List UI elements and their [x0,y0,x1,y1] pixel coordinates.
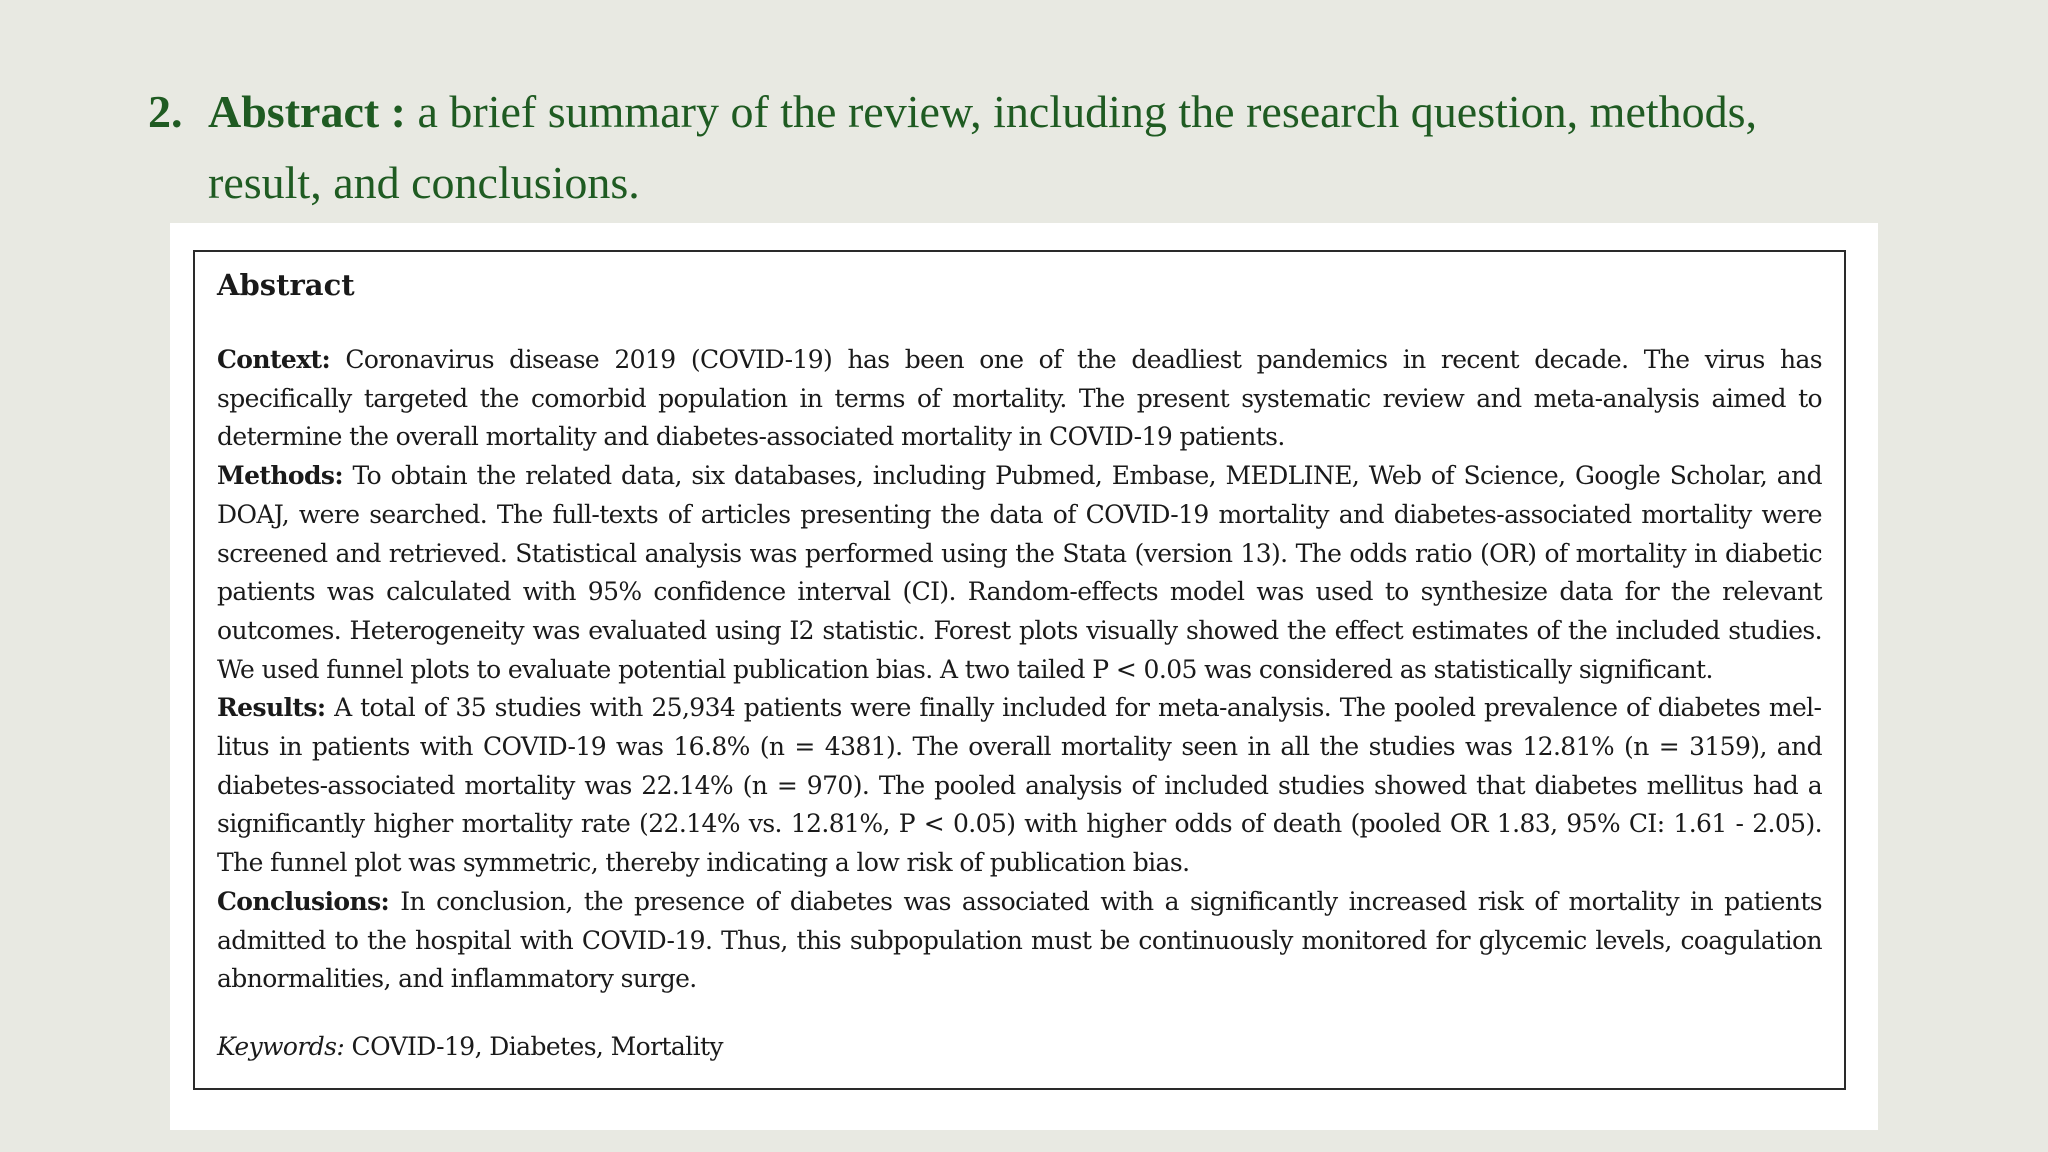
section-text: A total of 35 studies with 25,934 patients were finally included for meta-analysis. The pooled prevalence of diabetes mellitus in patients with COVID-19 was 16.8% (n = 4381). The overall mortality seen in all the studies was 12.81% (n = 3159), and diabetes-associated mortality was 22.14% (n = 970). The pooled analysis of included studies showed that diabetes mellitus had a significantly higher mortality rate (22.14% vs. 12.81%, P < 0.05) with higher odds of death (pooled OR 1.83, 95% CI: 1.61 - 2.05). The funnel plot was symmetric, thereby indicating a low risk of publication bias. [217,693,1822,878]
section-conclusions [217,883,1822,999]
section-methods [217,457,1822,689]
list-number: 2. [148,86,183,137]
section-label: Context: [217,345,331,374]
abstract-image [170,223,1878,1130]
section-text: In conclusion, the presence of diabetes was associated with a significantly increased risk of mortality in patients admitted to the hospital with COVID-19. Thus, this subpopulation must be continuously monitored for glycemic levels, coagulation abnormalities, and inflammatory surge. [217,886,1822,994]
heading-term: Abstract : [208,86,406,137]
slide-heading [148,76,1788,218]
keywords [217,1027,1822,1067]
keywords-label: Keywords: [217,1031,345,1061]
heading-body [208,76,1788,218]
section-text: To obtain the related data, six databases, including Pubmed, Embase, MEDLINE, Web of Science, Google Scholar, and DOAJ, were searched. The full-texts of articles presenting the data of COVID-19 mortality and diabetes-associated mortality were screened and retrieved. Statistical analysis was performed using the Stata (version 13). The odds ratio (OR) of mortality in diabetic patients was calculated with 95% confidence interval (CI). Random-effects model was used to synthesize data for the relevant outcomes. Heterogeneity was evaluated using I2 statistic. Forest plots visually showed the effect estimates of the included studies. We used funnel plots to evaluate potential publication bias. A two tailed P < 0.05 was considered as statistically significant. [217,461,1822,684]
section-label: Conclusions: [217,886,390,916]
section-context [217,341,1822,457]
abstract-body [217,341,1822,999]
section-text: Coronavirus disease 2019 (COVID-19) has been one of the deadliest pandemics in recent decade. The virus has specifically targeted the comorbid population in terms of mortality. The present systematic review and meta-analysis aimed to determine the overall mortality and diabetes-associated mortality in COVID-19 patients. [217,345,1822,452]
keywords-text: COVID-19, Diabetes, Mortality [344,1031,723,1061]
section-label: Methods: [217,461,343,491]
section-label: Results: [217,693,326,723]
abstract-title: Abstract [217,268,355,302]
abstract-box [193,250,1846,1090]
heading-text: a brief summary of the review, including the research question, methods, result, and conclusions. [208,86,1758,208]
section-results [217,689,1822,883]
